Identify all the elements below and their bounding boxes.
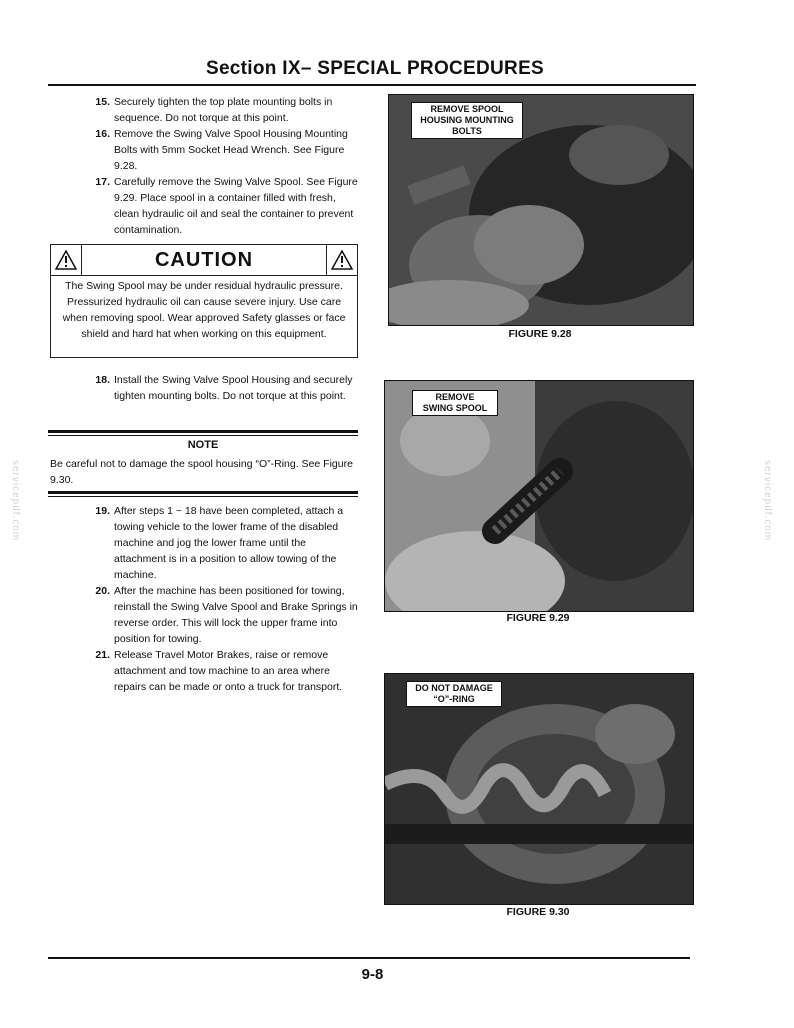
step-number: 17. bbox=[95, 176, 110, 188]
step-text: After the machine has been positioned for towing, reinstall the Swing Valve Spool and Brake Springs in reverse order. This will lock the upper frame into position for towing. bbox=[114, 585, 358, 645]
note-rule bbox=[48, 430, 358, 433]
step-text: Install the Swing Valve Spool Housing and securely tighten mounting bolts. Do not torque at this point. bbox=[114, 374, 353, 402]
label-line: SWING SPOOL bbox=[422, 403, 488, 413]
label-line: “O”-RING bbox=[433, 694, 475, 704]
steps-list-b bbox=[90, 372, 360, 404]
note-text: Be careful not to damage the spool housing “O”-Ring. See Figure 9.30. bbox=[50, 458, 353, 486]
figure-9-30-label bbox=[406, 681, 502, 707]
figure-9-30-photo bbox=[384, 673, 694, 905]
warning-triangle-icon bbox=[326, 245, 357, 275]
page-number: 9-8 bbox=[361, 966, 384, 983]
step-number: 15. bbox=[95, 96, 110, 108]
step-number: 20. bbox=[95, 585, 110, 597]
watermark-left: servicepdf.com bbox=[10, 460, 21, 542]
caution-text: The Swing Spool may be under residual hydraulic pressure. Pressurized hydraulic oil can cause severe injury. Use care when removing spool. Wear approved Safety glasses or face shield and hard hat when working on this equipment. bbox=[62, 280, 346, 340]
step-item bbox=[90, 647, 360, 695]
page-title: Section IX– SPECIAL PROCEDURES bbox=[205, 58, 545, 79]
figure-caption: FIGURE 9.28 bbox=[508, 328, 572, 340]
step-item bbox=[90, 503, 360, 583]
step-item bbox=[90, 94, 360, 126]
note-rule bbox=[48, 435, 358, 436]
step-number: 19. bbox=[95, 505, 110, 517]
step-item bbox=[90, 126, 360, 174]
step-text: Carefully remove the Swing Valve Spool. See Figure 9.29. Place spool in a container filled with fresh, clean hydraulic oil and seal the container to prevent contamination. bbox=[114, 176, 358, 236]
label-line: BOLTS bbox=[452, 126, 482, 136]
figure-9-28-label bbox=[411, 102, 523, 139]
step-item bbox=[90, 583, 360, 647]
watermark-right: servicepdf.com bbox=[762, 460, 773, 542]
note-title: NOTE bbox=[187, 439, 219, 451]
step-text: Release Travel Motor Brakes, raise or remove attachment and tow machine to an area where repairs can be made or onto a truck for transport. bbox=[114, 649, 343, 693]
steps-list-c bbox=[90, 503, 360, 695]
label-line: REMOVE SPOOL bbox=[430, 104, 504, 114]
label-line: DO NOT DAMAGE bbox=[415, 683, 493, 693]
warning-triangle-icon bbox=[51, 245, 82, 275]
figure-caption: FIGURE 9.29 bbox=[506, 612, 570, 624]
title-rule bbox=[48, 84, 696, 86]
figure-9-29-label bbox=[412, 390, 498, 416]
label-line: HOUSING MOUNTING bbox=[420, 115, 514, 125]
step-number: 21. bbox=[95, 649, 110, 661]
note-rule bbox=[48, 496, 358, 497]
figure-caption: FIGURE 9.30 bbox=[506, 906, 570, 918]
note-rule bbox=[48, 491, 358, 494]
step-text: Securely tighten the top plate mounting bolts in sequence. Do not torque at this point. bbox=[114, 96, 333, 124]
caution-title: CAUTION bbox=[154, 248, 254, 271]
step-number: 18. bbox=[95, 374, 110, 386]
label-line: REMOVE bbox=[435, 392, 475, 402]
step-text: After steps 1 ~ 18 have been completed, attach a towing vehicle to the lower frame of the disabled machine and jog the lower frame until the attachment is in a position to allow towing of the machine. bbox=[114, 505, 344, 581]
step-item bbox=[90, 174, 360, 238]
step-number: 16. bbox=[95, 128, 110, 140]
caution-box bbox=[50, 244, 358, 358]
steps-list-a bbox=[90, 94, 360, 238]
footer-rule bbox=[48, 957, 690, 959]
step-item bbox=[90, 372, 360, 404]
step-text: Remove the Swing Valve Spool Housing Mounting Bolts with 5mm Socket Head Wrench. See Figure 9.28. bbox=[114, 128, 348, 172]
caution-header bbox=[51, 245, 357, 276]
